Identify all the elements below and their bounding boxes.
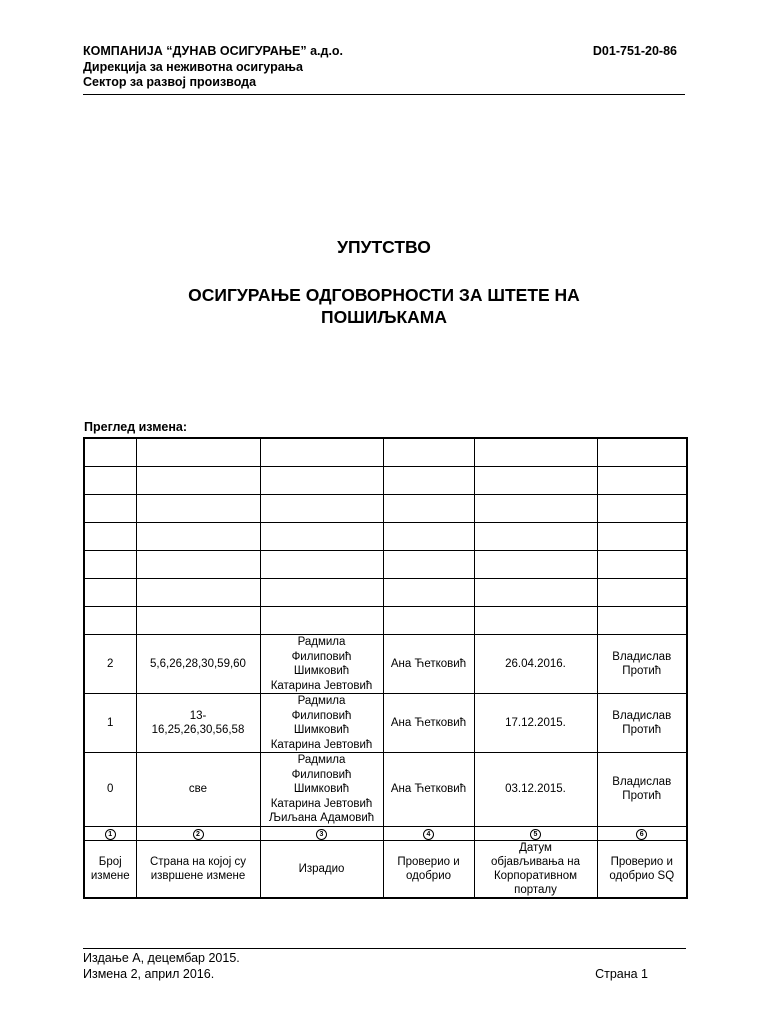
table-cell xyxy=(84,523,136,551)
document-footer xyxy=(83,948,686,982)
column-number-circle: 1 xyxy=(105,829,116,840)
column-number-circle: 6 xyxy=(636,829,647,840)
table-cell xyxy=(260,694,383,753)
table-cell xyxy=(136,551,260,579)
table-row-empty xyxy=(84,579,687,607)
cell-line: Љиљана Адамовић xyxy=(268,812,375,824)
table-cell xyxy=(597,551,687,579)
table-row xyxy=(84,635,687,694)
table-cell xyxy=(136,495,260,523)
table-cell xyxy=(474,579,597,607)
table-cell xyxy=(474,826,597,840)
table-cell xyxy=(260,607,383,635)
table-cell xyxy=(383,467,474,495)
table-cell xyxy=(383,495,474,523)
cell-line: извршене измене xyxy=(150,869,246,882)
column-number-circle: 3 xyxy=(316,829,327,840)
table-cell xyxy=(84,551,136,579)
subtitle-line-1: ОСИГУРАЊЕ ОДГОВОРНОСТИ ЗА ШТЕТЕ НА xyxy=(188,285,580,305)
sector-name: Сектор за развој производа xyxy=(83,75,257,89)
table-cell: 26.04.2016. xyxy=(474,635,597,694)
company-name: КОМПАНИЈА “ДУНАВ ОСИГУРАЊЕ” а.д.о. xyxy=(83,44,344,58)
cell-line: Радмила xyxy=(297,754,346,766)
changes-review-label: Преглед измена: xyxy=(84,420,188,434)
table-row-empty xyxy=(84,495,687,523)
table-cell xyxy=(383,579,474,607)
document-header xyxy=(83,44,685,95)
table-cell xyxy=(260,495,383,523)
cell-line: Радмила xyxy=(297,636,346,648)
cell-line: Страна на којој су xyxy=(149,855,246,868)
cell-line: Број xyxy=(98,855,122,868)
table-cell: 17.12.2015. xyxy=(474,694,597,753)
cell-line: 13- xyxy=(189,709,207,722)
cell-line: Шимковић xyxy=(293,783,350,795)
cell-line: Протић xyxy=(622,665,662,677)
table-cell xyxy=(383,523,474,551)
cell-line: порталу xyxy=(514,883,557,896)
table-cell xyxy=(84,579,136,607)
cell-line: Катарина Јевтовић xyxy=(270,797,373,810)
cell-line: Шимковић xyxy=(293,724,350,736)
cell-line: одобрио xyxy=(405,869,452,882)
table-cell: 03.12.2015. xyxy=(474,753,597,827)
subtitle-line-2: ПОШИЉКАМА xyxy=(320,307,448,327)
table-row-empty xyxy=(84,438,687,467)
column-number-circle: 5 xyxy=(530,829,541,840)
table-cell xyxy=(597,826,687,840)
column-number-circle: 2 xyxy=(193,829,204,840)
table-row-empty xyxy=(84,467,687,495)
table-cell xyxy=(136,438,260,467)
table-cell xyxy=(597,438,687,467)
table-cell xyxy=(260,753,383,827)
table-cell xyxy=(383,551,474,579)
directorate-name: Дирекција за неживотна осигурања xyxy=(83,59,303,74)
cell-line: Катарина Јевтовић xyxy=(270,738,373,751)
cell-line: одобрио SQ xyxy=(609,869,675,882)
table-cell xyxy=(474,607,597,635)
table-cell xyxy=(136,579,260,607)
cell-line: објављивања на xyxy=(491,855,580,868)
cell-line: Проверио и xyxy=(610,855,673,868)
table-cell xyxy=(597,607,687,635)
table-cell xyxy=(136,826,260,840)
cell-line: Проверио и xyxy=(397,855,460,868)
footer-revision: Измена 2, април 2016. xyxy=(83,967,215,981)
table-cell xyxy=(383,438,474,467)
table-cell xyxy=(84,495,136,523)
table-cell xyxy=(84,438,136,467)
footer-page-number: Страна 1 xyxy=(595,967,648,981)
cell-line: Филиповић xyxy=(291,650,352,663)
cell-line: Владислав xyxy=(612,650,672,663)
table-cell xyxy=(383,826,474,840)
table-cell xyxy=(84,840,136,898)
table-row-empty xyxy=(84,607,687,635)
table-cell xyxy=(597,694,687,753)
cell-line: Филиповић xyxy=(291,768,352,781)
table-cell xyxy=(136,467,260,495)
cell-line: Датум xyxy=(519,841,552,854)
table-cell xyxy=(84,826,136,840)
table-cell xyxy=(136,523,260,551)
table-cell xyxy=(136,840,260,898)
table-cell xyxy=(597,635,687,694)
table-cell xyxy=(597,467,687,495)
table-cell xyxy=(597,523,687,551)
table-cell xyxy=(383,607,474,635)
table-cell xyxy=(260,438,383,467)
cell-line: Владислав xyxy=(612,709,672,722)
table-cell xyxy=(474,438,597,467)
table-cell xyxy=(474,840,597,898)
table-cell: 0 xyxy=(84,753,136,827)
table-cell xyxy=(474,551,597,579)
table-cell: 1 xyxy=(84,694,136,753)
document-title: УПУТСТВО xyxy=(337,237,431,257)
table-cell: 2 xyxy=(84,635,136,694)
footer-edition: Издање А, децембар 2015. xyxy=(83,951,240,965)
table-cell xyxy=(474,467,597,495)
table-row-empty xyxy=(84,523,687,551)
table-cell xyxy=(474,523,597,551)
changes-table xyxy=(83,437,688,899)
table-row xyxy=(84,753,687,827)
cell-line: Протић xyxy=(622,790,662,803)
table-cell xyxy=(260,826,383,840)
table-row xyxy=(84,694,687,753)
table-cell xyxy=(383,840,474,898)
cell-line: Катарина Јевтовић xyxy=(270,679,373,692)
table-cell xyxy=(597,753,687,827)
table-cell: 5,6,26,28,30,59,60 xyxy=(136,635,260,694)
table-cell: Ана Ћетковић xyxy=(383,753,474,827)
table-cell xyxy=(84,467,136,495)
table-cell xyxy=(597,840,687,898)
table-cell xyxy=(136,607,260,635)
table-cell xyxy=(597,495,687,523)
table-cell xyxy=(260,635,383,694)
table-cell: све xyxy=(136,753,260,827)
table-cell: Ана Ћетковић xyxy=(383,635,474,694)
cell-line: Филиповић xyxy=(291,709,352,722)
table-cell xyxy=(474,495,597,523)
cell-line: Израдио xyxy=(298,862,345,875)
table-cell xyxy=(597,579,687,607)
table-column-headers xyxy=(84,840,687,898)
table-cell: Ана Ћетковић xyxy=(383,694,474,753)
column-number-circle: 4 xyxy=(423,829,434,840)
table-cell xyxy=(84,607,136,635)
table-cell xyxy=(260,551,383,579)
cell-line: Протић xyxy=(622,724,662,736)
table-cell xyxy=(260,467,383,495)
table-row-empty xyxy=(84,551,687,579)
cell-line: измене xyxy=(90,869,130,882)
cell-line: Владислав xyxy=(612,775,672,788)
table-column-numbers xyxy=(84,826,687,840)
cell-line: 16,25,26,30,56,58 xyxy=(151,724,245,736)
table-cell xyxy=(260,523,383,551)
document-code: D01-751-20-86 xyxy=(592,44,677,58)
cell-line: Радмила xyxy=(297,695,346,707)
table-cell xyxy=(260,579,383,607)
table-cell xyxy=(136,694,260,753)
table-cell xyxy=(260,840,383,898)
document-subtitle xyxy=(83,284,685,328)
cell-line: Корпоративном xyxy=(493,869,578,882)
cell-line: Шимковић xyxy=(293,665,350,677)
